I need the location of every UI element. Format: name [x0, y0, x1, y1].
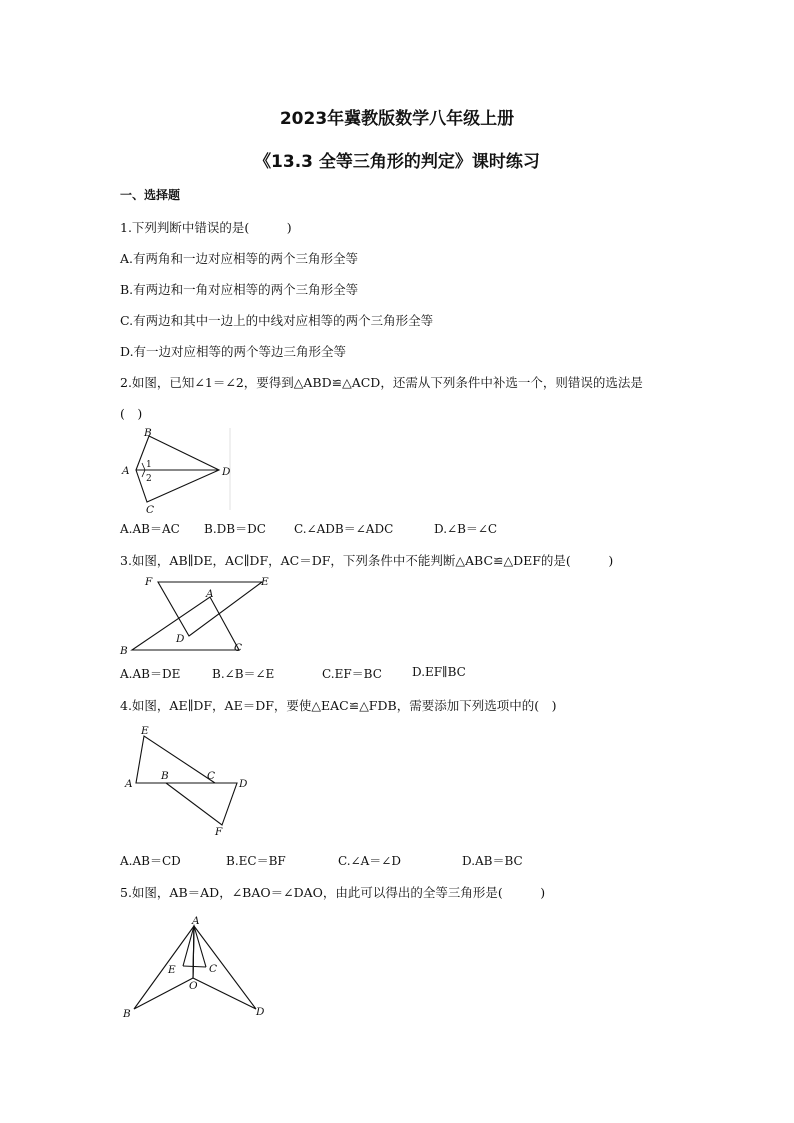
q2-label-a: A — [122, 465, 130, 477]
q2-label-b: B — [144, 427, 152, 439]
q3-triangle-abc — [132, 597, 239, 650]
q5-label-a: A — [192, 915, 200, 927]
q2-option-d: D.∠B＝∠C — [434, 522, 498, 536]
q3-option-d: D.EF∥BC — [412, 665, 466, 679]
q2-stem: 2.如图，已知∠1＝∠2，要得到△ABD≌△ACD，还需从下列条件中补选一个，则错误的选法是 — [120, 375, 643, 390]
q3-option-a: A.AB＝DE — [120, 667, 181, 681]
q3-label-a: A — [206, 588, 214, 600]
q2-label-d: D — [222, 466, 231, 478]
q1-option-d: D.有一边对应相等的两个等边三角形全等 — [120, 344, 347, 359]
q4-triangle-eac — [136, 736, 215, 783]
q5-label-e: E — [168, 964, 176, 976]
q4-label-d: D — [239, 778, 248, 790]
q4-label-a: A — [125, 778, 133, 790]
q4-option-a: A.AB＝CD — [120, 854, 181, 868]
q5-segment-ac — [194, 926, 206, 967]
q5-segment-ao — [193, 926, 194, 978]
q4-option-b: B.EC＝BF — [226, 854, 286, 868]
q4-triangle-fdb — [166, 783, 237, 825]
q4-label-e: E — [141, 725, 149, 737]
q1-stem: 1.下列判断中错误的是( ) — [120, 220, 292, 235]
title-line-2: 《13.3 全等三角形的判定》课时练习 — [254, 152, 540, 172]
q2-option-a: A.AB＝AC — [120, 522, 180, 536]
q1-option-a: A.有两角和一边对应相等的两个三角形全等 — [120, 251, 359, 266]
q1-option-c: C.有两边和其中一边上的中线对应相等的两个三角形全等 — [120, 313, 434, 328]
q4-label-c: C — [207, 770, 216, 782]
q5-triangle-ado — [193, 926, 256, 1009]
q3-option-b: B.∠B＝∠E — [212, 667, 275, 681]
q5-label-o: O — [189, 980, 198, 992]
q4-label-f: F — [215, 826, 223, 838]
q3-label-f: F — [145, 576, 153, 588]
q2-stem-cont: ( ) — [120, 406, 143, 421]
q4-stem: 4.如图，AE∥DF，AE＝DF，要使△EAC≌△FDB，需要添加下列选项中的( ) — [120, 698, 557, 713]
q5-stem: 5.如图，AB＝AD，∠BAO＝∠DAO，由此可以得出的全等三角形是( ) — [120, 885, 546, 900]
q4-option-c: C.∠A＝∠D — [338, 854, 401, 868]
q4-option-d: D.AB＝BC — [462, 854, 523, 868]
q5-figure — [116, 912, 276, 1022]
q5-segment-ae — [183, 926, 194, 966]
q2-option-c: C.∠ADB＝∠ADC — [294, 522, 394, 536]
q5-triangle-abo — [134, 926, 194, 1009]
q5-segment-ec — [183, 966, 206, 967]
q4-figure — [116, 722, 266, 842]
q3-figure — [112, 570, 282, 658]
q3-label-c: C — [234, 642, 243, 654]
section-heading: 一、选择题 — [120, 188, 181, 202]
q3-label-e: E — [261, 576, 269, 588]
q3-stem: 3.如图，AB∥DE，AC∥DF，AC＝DF，下列条件中不能判断△ABC≌△DEF的是( ) — [120, 553, 614, 568]
q3-label-b: B — [120, 645, 128, 657]
q5-label-c: C — [209, 963, 218, 975]
q2-option-b: B.DB＝DC — [204, 522, 266, 536]
q5-label-d: D — [256, 1006, 265, 1018]
q2-label-1: 1 — [146, 460, 152, 470]
q2-figure — [112, 420, 237, 515]
q2-label-2: 2 — [146, 474, 152, 484]
q1-option-b: B.有两边和一角对应相等的两个三角形全等 — [120, 282, 359, 297]
q4-label-b: B — [161, 770, 169, 782]
q3-label-d: D — [176, 633, 185, 645]
q3-option-c: C.EF＝BC — [322, 667, 382, 681]
title-line-1: 2023年冀教版数学八年级上册 — [279, 109, 515, 129]
q5-label-b: B — [123, 1008, 131, 1020]
q2-label-c: C — [146, 504, 155, 515]
